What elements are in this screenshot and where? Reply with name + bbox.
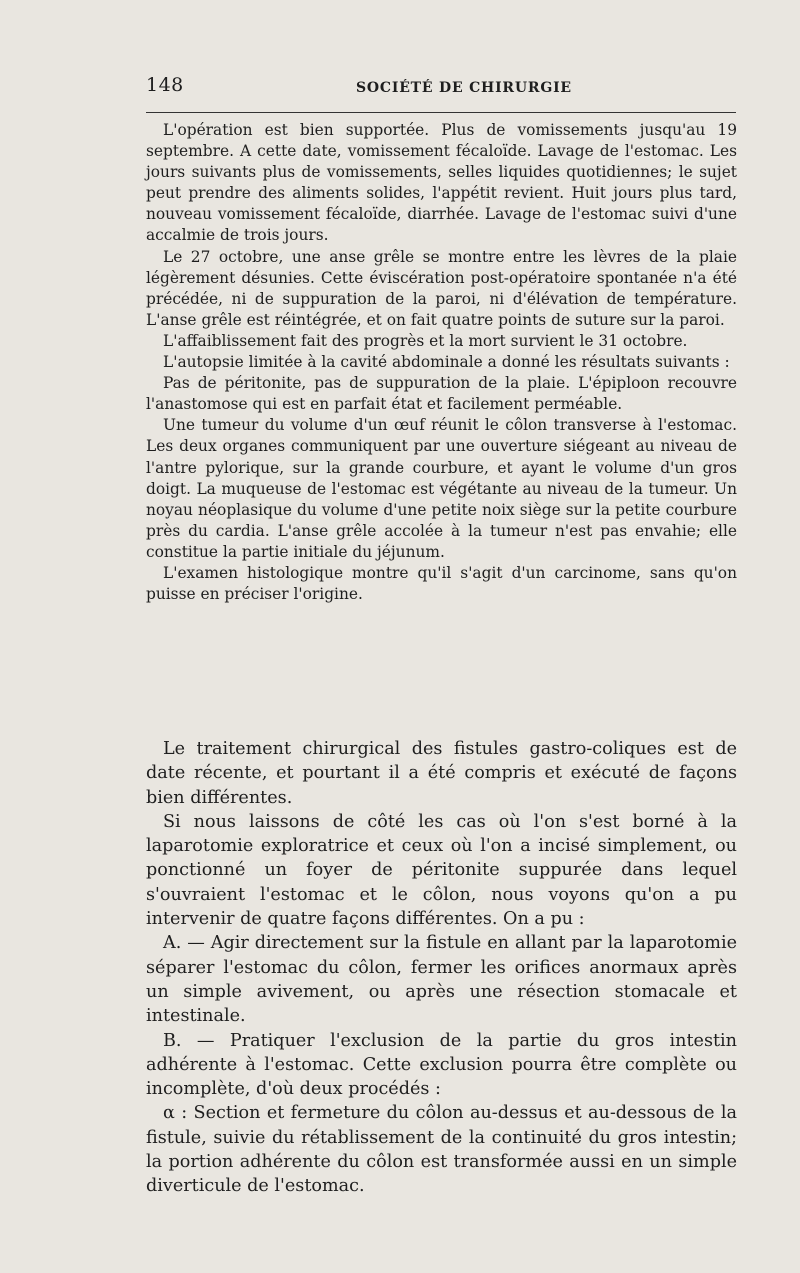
paragraph: A. — Agir directement sur la fistule en allant par la laparotomie séparer l'estomac du côlon, fermer les orifices anormaux après un simple avivement, ou après une résection stomacale et intestinale. [146,933,737,1027]
header-rule [146,112,736,113]
paragraph: L'examen histologique montre qu'il s'agit d'un carcinome, sans qu'on puisse en préciser l'origine. [146,563,737,604]
paragraph: Le traitement chirurgical des fistules gastro-coliques est de date récente, et pourtant il a été compris et exécuté de façons bien différentes. [146,739,737,808]
paragraph: L'affaiblissement fait des progrès et la mort survient le 31 octobre. [163,331,688,350]
discussion-section [146,737,737,1199]
paragraph: Le 27 octobre, une anse grêle se montre entre les lèvres de la plaie légèrement désunies. Cette éviscération post-opératoire spontanée n'a été précédée, ni de suppuration de la paroi, ni d'élévation de température. L'anse grêle est réintégrée, et on fait quatre points de suture sur la paroi. [146,247,737,329]
paragraph: Si nous laissons de côté les cas où l'on s'est borné à la laparotomie exploratrice et ceux où l'on a incisé simplement, ou ponctionné un foyer de péritonite suppurée dans lequel s'ouvraient l'estomac et le côlon, nous voyons qu'on a pu intervenir de quatre façons différentes. On a pu : [146,811,737,930]
running-title: SOCIÉTÉ DE CHIRURGIE [356,80,572,96]
case-report-section [146,120,737,605]
page-number: 148 [146,74,184,96]
paragraph: B. — Pratiquer l'exclusion de la partie du gros intestin adhérente à l'estomac. Cette exclusion pourra être complète ou incomplète, d'où deux procédés : [146,1030,737,1100]
paragraph: Une tumeur du volume d'un œuf réunit le côlon transverse à l'estomac. Les deux organes communiquent par une ouverture siégeant au niveau de l'antre pylorique, sur la grande courbure, et ayant le volume d'un gros doigt. La muqueuse de l'estomac est végétante au niveau de la tumeur. Un noyau néoplasique du volume d'une petite noix siège sur la petite courbure près du cardia. L'anse grêle accolée à la tumeur n'est pas envahie; elle constitue la partie initiale du jéjunum. [146,416,737,561]
paragraph: L'opération est bien supportée. Plus de vomissements jusqu'au 19 septembre. A cette date, vomissement fécaloïde. Lavage de l'estomac. Les jours suivants plus de vomissements, selles liquides quotidiennes; le sujet peut prendre des aliments solides, l'appétit revient. Huit jours plus tard, nouveau vomissement fécaloïde, diarrhée. Lavage de l'estomac suivi d'une accalmie de trois jours. [146,121,737,245]
paragraph: Pas de péritonite, pas de suppuration de la plaie. L'épiploon recouvre l'anastomose qui est en parfait état et facilement perméable. [146,374,737,414]
paragraph: L'autopsie limitée à la cavité abdominale a donné les résultats suivants : [163,353,730,372]
paragraph: α : Section et fermeture du côlon au-dessus et au-dessous de la fistule, suivie du rétablissement de la continuité du gros intestin; la portion adhérente du côlon est transformée aussi en un simple diverticule de l'estomac. [146,1103,737,1197]
page-header [0,0,800,112]
